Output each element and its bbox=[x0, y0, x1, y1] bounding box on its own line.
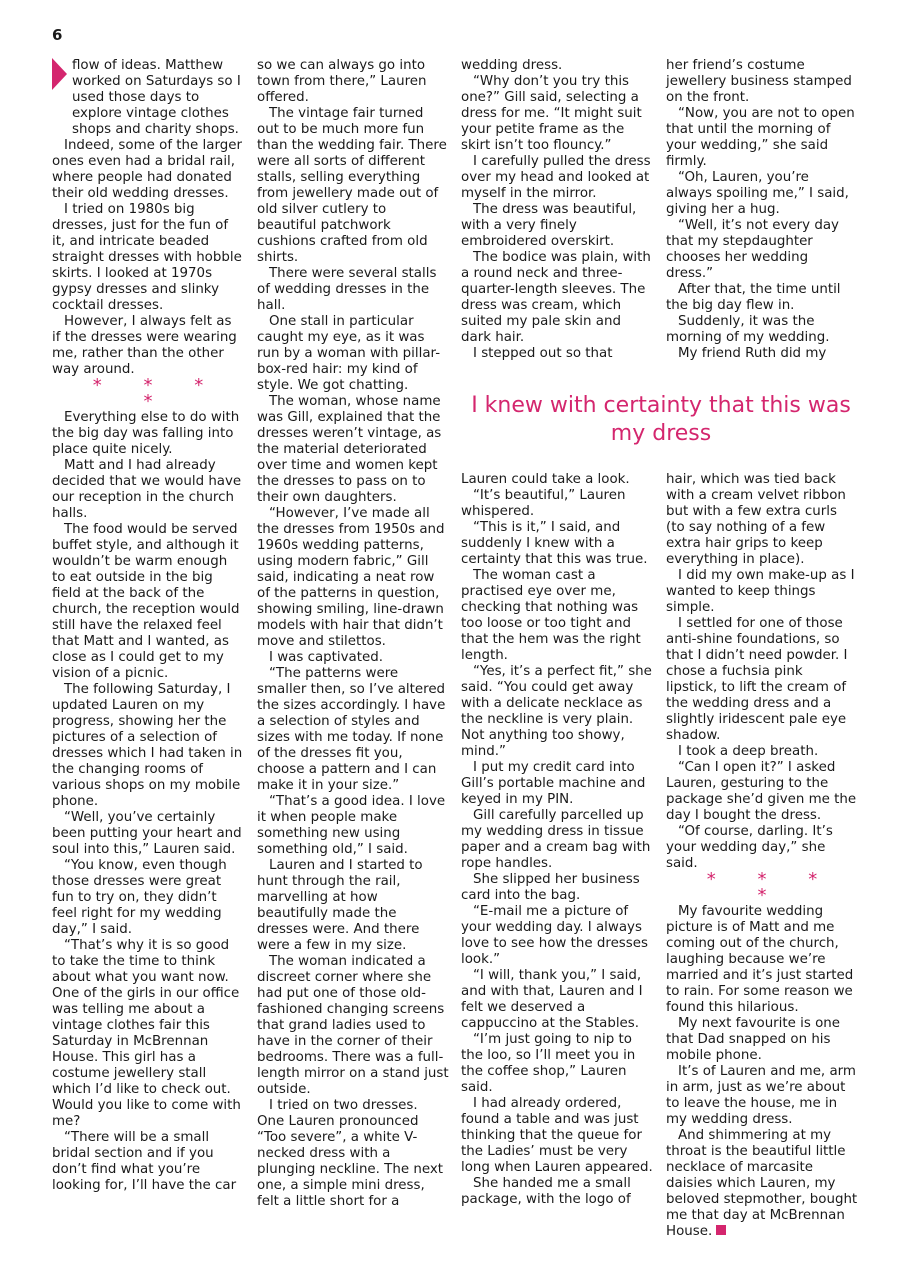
paragraph: “I will, thank you,” I said, and with that, Lauren and I felt we deserved a cappuccino at the Stables. bbox=[461, 968, 643, 1031]
pull-quote: I knew with certainty that this was my dress bbox=[471, 393, 851, 446]
paragraph: The bodice was plain, with a round neck and three-quarter-length sleeves. The dress was cream, which suited my pale skin and dark hair. bbox=[461, 250, 651, 345]
paragraph: Suddenly, it was the morning of my wedding. bbox=[666, 314, 830, 345]
paragraph: I was captivated. bbox=[269, 650, 384, 665]
paragraph: Lauren could take a look. bbox=[461, 472, 630, 487]
paragraph: “Well, you’ve certainly been putting your heart and soul into this,” Lauren said. bbox=[52, 810, 242, 857]
paragraph-text: And shimmering at my throat is the beautiful little necklace of marcasite daisies which Lauren, my beloved stepmother, bought me that day at McBrennan House. bbox=[666, 1128, 858, 1239]
column-4-top bbox=[666, 58, 858, 362]
paragraph: The woman indicated a discreet corner where she had put one of those old-fashioned changing screens that grand ladies used to have in the corner of their bedrooms. There was a full-length mirror on a stand just outside. bbox=[257, 954, 449, 1097]
section-break-stars: * * * * bbox=[92, 375, 222, 412]
column-3-bottom bbox=[461, 472, 653, 1208]
paragraph: One stall in particular caught my eye, as it was run by a woman with pillar-box-red hair: my kind of style. We got chatting. bbox=[257, 314, 441, 393]
column-4-bottom bbox=[666, 472, 858, 1240]
page-number: 6 bbox=[52, 26, 63, 44]
paragraph: I took a deep breath. bbox=[678, 744, 819, 759]
paragraph: She handed me a small package, with the logo of bbox=[461, 1176, 631, 1207]
paragraph: “That’s a good idea. I love it when people make something new using something old,” I said. bbox=[257, 794, 446, 857]
paragraph: hair, which was tied back with a cream velvet ribbon but with a few extra curls (to say nothing of a few extra hair grips to keep everything in place). bbox=[666, 472, 846, 567]
paragraph: After that, the time until the big day flew in. bbox=[666, 282, 841, 313]
paragraph: “E-mail me a picture of your wedding day. I always love to see how the dresses look.” bbox=[461, 904, 648, 967]
paragraph: The following Saturday, I updated Lauren on my progress, showing her the pictures of a selection of dresses which I had taken in the changing rooms of various shops on my mobile phone. bbox=[52, 682, 243, 809]
section-break-stars: * * * * bbox=[706, 869, 836, 906]
paragraph: Lauren and I started to hunt through the rail, marvelling at how beautifully made the dresses were. And there were a few in my size. bbox=[257, 858, 423, 953]
paragraph: “Well, it’s not every day that my stepdaughter chooses her wedding dress.” bbox=[666, 218, 839, 281]
paragraph: My favourite wedding picture is of Matt and me coming out of the church, laughing because we’re married and it’s just started to rain. For some reason we found this hilarious. bbox=[666, 904, 854, 1015]
paragraph: I tried on two dresses. One Lauren pronounced “Too severe”, a white V-necked dress with a plunging neckline. The next one, a simple mini dress, felt a little short for a bbox=[257, 1098, 444, 1209]
paragraph: “Oh, Lauren, you’re always spoiling me,” I said, giving her a hug. bbox=[666, 170, 849, 217]
paragraph: Indeed, some of the larger ones even had a bridal rail, where people had donated their old wedding dresses. bbox=[52, 138, 242, 201]
paragraph: The dress was beautiful, with a very finely embroidered overskirt. bbox=[461, 202, 637, 249]
paragraph: I settled for one of those anti-shine foundations, so that I didn’t need powder. I chose a fuchsia pink lipstick, to lift the cream of the wedding dress and a slightly iridescent pale eye shadow. bbox=[666, 616, 848, 743]
paragraph: The woman cast a practised eye over me, checking that nothing was too loose or too tight and that the hem was the right length. bbox=[461, 568, 641, 663]
paragraph: The food would be served buffet style, and although it wouldn’t be warm enough to eat outside in the big field at the back of the church, the reception would still have the relaxed feel that Matt and I wanted, as close as I could get to my vision of a picnic. bbox=[52, 522, 240, 681]
paragraph: Gill carefully parcelled up my wedding dress in tissue paper and a cream bag with rope handles. bbox=[461, 808, 651, 871]
paragraph: I put my credit card into Gill’s portable machine and keyed in my PIN. bbox=[461, 760, 646, 807]
paragraph: “I’m just going to nip to the loo, so I’ll meet you in the coffee shop,” Lauren said. bbox=[461, 1032, 636, 1095]
paragraph: Matt and I had already decided that we would have our reception in the church halls. bbox=[52, 458, 242, 521]
paragraph: “Now, you are not to open that until the morning of your wedding,” she said firmly. bbox=[666, 106, 855, 169]
paragraph: flow of ideas. Matthew worked on Saturdays so I used those days to explore vintage clothes shops and charity shops. bbox=[72, 58, 241, 137]
paragraph: My friend Ruth did my bbox=[678, 346, 827, 361]
paragraph: The woman, whose name was Gill, explained that the dresses weren’t vintage, as the material deteriorated over time and women kept the dresses to pass on to their own daughters. bbox=[257, 394, 442, 505]
paragraph: I stepped out so that bbox=[473, 346, 613, 361]
paragraph: wedding dress. bbox=[461, 58, 563, 73]
paragraph: However, I always felt as if the dresses were wearing me, rather than the other way around. bbox=[52, 314, 237, 377]
paragraph bbox=[666, 1128, 858, 1240]
paragraph: her friend’s costume jewellery business stamped on the front. bbox=[666, 58, 852, 105]
paragraph: “Yes, it’s a perfect fit,” she said. “You could get away with a delicate necklace as the neckline is very plain. Not anything too showy, mind.” bbox=[461, 664, 652, 759]
paragraph: There were several stalls of wedding dresses in the hall. bbox=[257, 266, 437, 313]
paragraph: I carefully pulled the dress over my head and looked at myself in the mirror. bbox=[461, 154, 651, 201]
paragraph: “However, I’ve made all the dresses from 1950s and 1960s wedding patterns, using modern fabric,” Gill said, indicating a neat row of the patterns in question, showing smiling, line-drawn models with hair that didn’t move and stilettos. bbox=[257, 506, 445, 649]
paragraph: so we can always go into town from there,” Lauren offered. bbox=[257, 58, 427, 105]
paragraph: She slipped her business card into the bag. bbox=[461, 872, 640, 903]
column-2 bbox=[257, 58, 449, 1210]
paragraph: I had already ordered, found a table and was just thinking that the queue for the Ladies’ must be very long when Lauren appeared. bbox=[461, 1096, 653, 1175]
paragraph: “Why don’t you try this one?” Gill said, selecting a dress for me. “It might suit your petite frame as the skirt isn’t too flouncy.” bbox=[461, 74, 642, 153]
paragraph: “The patterns were smaller then, so I’ve altered the sizes accordingly. I have a selection of styles and sizes with me today. If none of the dresses fit you, choose a pattern and I can make it in your size.” bbox=[257, 666, 446, 793]
paragraph: It’s of Lauren and me, arm in arm, just as we’re about to leave the house, me in my wedding dress. bbox=[666, 1064, 856, 1127]
paragraph: My next favourite is one that Dad snapped on his mobile phone. bbox=[666, 1016, 841, 1063]
column-1 bbox=[52, 58, 244, 1194]
paragraph: “Can I open it?” I asked Lauren, gesturing to the package she’d given me the day I bought the dress. bbox=[666, 760, 857, 823]
paragraph: “It’s beautiful,” Lauren whispered. bbox=[461, 488, 626, 519]
paragraph: I did my own make-up as I wanted to keep things simple. bbox=[666, 568, 855, 615]
paragraph: “This is it,” I said, and suddenly I knew with a certainty that this was true. bbox=[461, 520, 648, 567]
paragraph: I tried on 1980s big dresses, just for the fun of it, and intricate beaded straight dresses with hobble skirts. I looked at 1970s gypsy dresses and slinky cocktail dresses. bbox=[52, 202, 242, 313]
paragraph: The vintage fair turned out to be much more fun than the wedding fair. There were all sorts of different stalls, selling everything from jewellery made out of old silver cutlery to beautiful patchwork cushions crafted from old shirts. bbox=[257, 106, 447, 265]
paragraph: “That’s why it is so good to take the time to think about what you want now. One of the girls in our office was telling me about a vintage clothes fair this Saturday in McBrennan House. This girl has a costume jewellery stall which I’d like to check out. Would you like to come with me? bbox=[52, 938, 241, 1129]
column-3-top bbox=[461, 58, 653, 362]
end-mark-icon bbox=[716, 1225, 726, 1235]
paragraph: Everything else to do with the big day was falling into place quite nicely. bbox=[52, 410, 240, 457]
paragraph: “You know, even though those dresses were great fun to try on, they didn’t feel right for my wedding day,” I said. bbox=[52, 858, 227, 937]
paragraph: “There will be a small bridal section and if you don’t find what you’re looking for, I’ll have the car bbox=[52, 1130, 237, 1193]
paragraph: “Of course, darling. It’s your wedding day,” she said. bbox=[666, 824, 833, 871]
